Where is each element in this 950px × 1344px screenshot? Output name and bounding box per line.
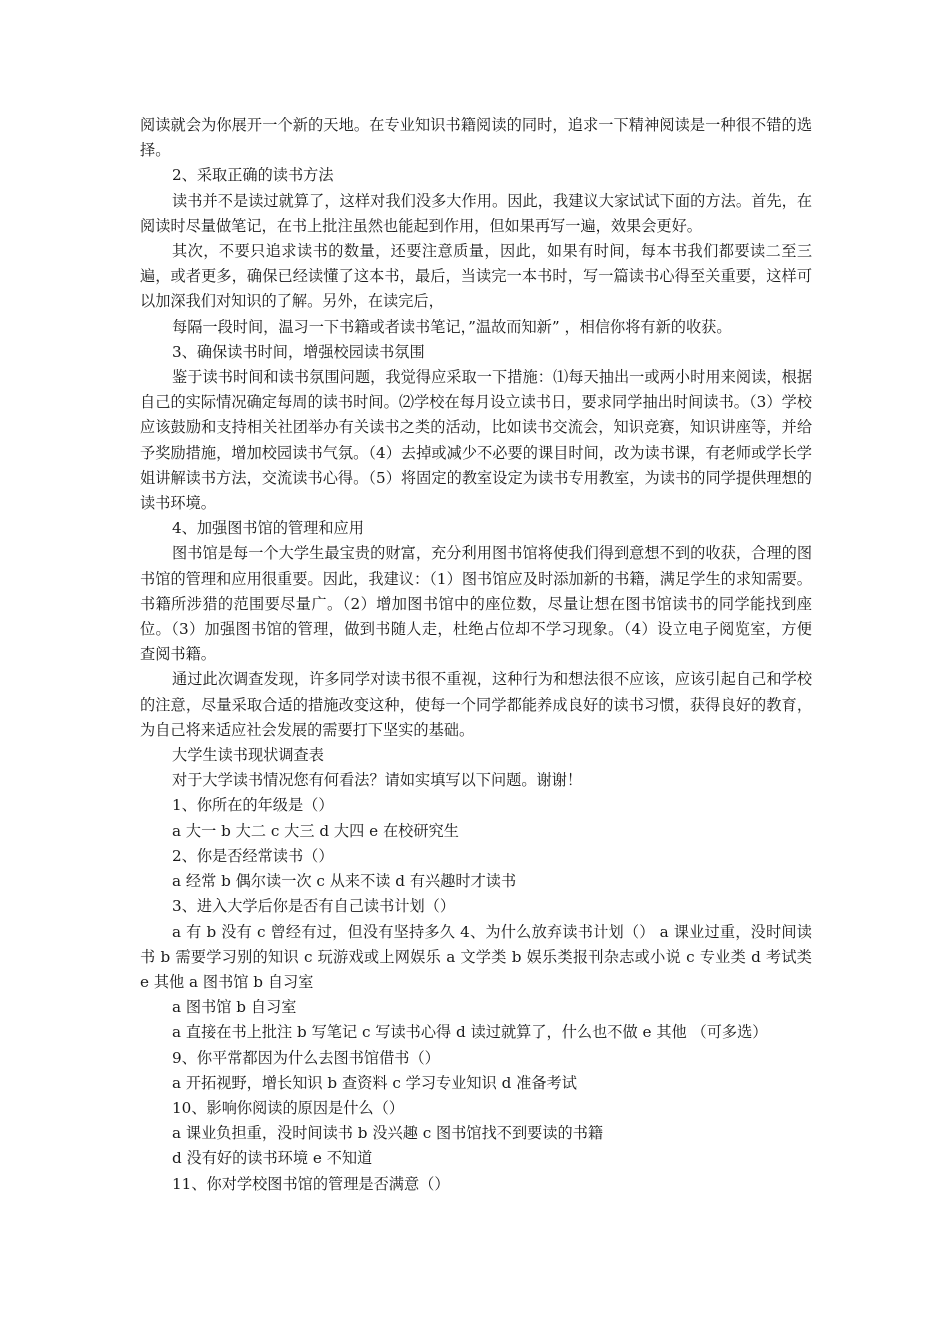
paragraph: 2、采取正确的读书方法: [172, 166, 334, 185]
paragraph: a 课业负担重，没时间读书 b 没兴趣 c 图书馆找不到要读的书籍: [172, 1124, 604, 1143]
paragraph: a 开拓视野，增长知识 b 查资料 c 学习专业知识 d 准备考试: [172, 1073, 577, 1092]
paragraph: d 没有好的读书环境 e 不知道: [172, 1149, 373, 1168]
paragraph: 11、你对学校图书馆的管理是否满意（）: [172, 1174, 450, 1193]
paragraph: 大学生读书现状调查表: [172, 746, 324, 765]
paragraph: 通过此次调查发现，许多同学对读书很不重视，这种行为和想法很不应该，应该引起自己和学校的注意，尽量采取合适的措施改变这种，使每一个同学都能养成良好的读书习惯，获得良好的教育，为自己将来适应社会发展的需要打下坚实的基础。: [140, 670, 812, 739]
paragraph: 阅读就会为你展开一个新的天地。在专业知识书籍阅读的同时，追求一下精神阅读是一种很不错的选择。: [140, 116, 812, 160]
paragraph: 10、影响你阅读的原因是什么（）: [172, 1098, 404, 1117]
document-body: [140, 113, 812, 1197]
paragraph: 其次，不要只追求读书的数量，还要注意质量，因此，如果有时间，每本书我们都要读二至三遍，或者更多，确保已经读懂了这本书，最后，当读完一本书时，写一篇读书心得至关重要，这样可以加深我们对知识的了解。另外，在读完后，: [140, 242, 812, 311]
paragraph: a 图书馆 b 自习室: [172, 998, 297, 1017]
paragraph: 图书馆是每一个大学生最宝贵的财富，充分利用图书馆将使我们得到意想不到的收获，合理的图书馆的管理和应用很重要。因此，我建议：（1）图书馆应及时添加新的书籍，满足学生的求知需要。书籍所涉猎的范围要尽量广。（2）增加图书馆中的座位数，尽量让想在图书馆读书的同学能找到座位。（3）加强图书馆的管理，做到书随人走，杜绝占位却不学习现象。（4）设立电子阅览室，方便查阅书籍。: [140, 544, 812, 664]
paragraph: a 直接在书上批注 b 写笔记 c 写读书心得 d 读过就算了，什么也不做 e 其他 （可多选）: [172, 1023, 768, 1042]
paragraph: 对于大学读书情况您有何看法？请如实填写以下问题。谢谢！: [172, 771, 583, 790]
paragraph: 读书并不是读过就算了，这样对我们没多大作用。因此，我建议大家试试下面的方法。首先，在阅读时尽量做笔记，在书上批注虽然也能起到作用，但如果再写一遍，效果会更好。: [140, 191, 812, 235]
paragraph: 4、加强图书馆的管理和应用: [172, 519, 364, 538]
paragraph: 3、进入大学后你是否有自己读书计划（）: [172, 897, 456, 916]
paragraph: 每隔一段时间，温习一下书籍或者读书笔记，”温故而知新” ，相信你将有新的收获。: [172, 317, 732, 336]
paragraph: 1、你所在的年级是（）: [172, 796, 334, 815]
paragraph: a 大一 b 大二 c 大三 d 大四 e 在校研究生: [172, 821, 459, 840]
paragraph: 9、你平常都因为什么去图书馆借书（）: [172, 1048, 440, 1067]
paragraph: 鉴于读书时间和读书氛围问题，我觉得应采取一下措施：⑴每天抽出一或两小时用来阅读，根据自己的实际情况确定每周的读书时间。⑵学校在每月设立读书日，要求同学抽出时间读书。（3）学校应该鼓励和支持相关社团举办有关读书之类的活动，比如读书交流会，知识竞赛，知识讲座等，并给予奖励措施，增加校园读书气氛。（4）去掉或减少不必要的课目时间，改为读书课，有老师或学长学姐讲解读书方法，交流读书心得。（5）将固定的教室设定为读书专用教室，为读书的同学提供理想的读书环境。: [140, 368, 812, 513]
paragraph: 2、你是否经常读书（）: [172, 846, 334, 865]
paragraph: 3、确保读书时间，增强校园读书氛围: [172, 342, 425, 361]
paragraph: a 经常 b 偶尔读一次 c 从来不读 d 有兴趣时才读书: [172, 872, 517, 891]
paragraph: a 有 b 没有 c 曾经有过，但没有坚持多久 4、为什么放弃读书计划（） a 课业过重，没时间读书 b 需要学习别的知识 c 玩游戏或上网娱乐 a 文学类 b 娱乐类报刊杂志或小说 c 专业类 d 考试类 e 其他 a 图书馆 b 自习室: [140, 922, 812, 991]
